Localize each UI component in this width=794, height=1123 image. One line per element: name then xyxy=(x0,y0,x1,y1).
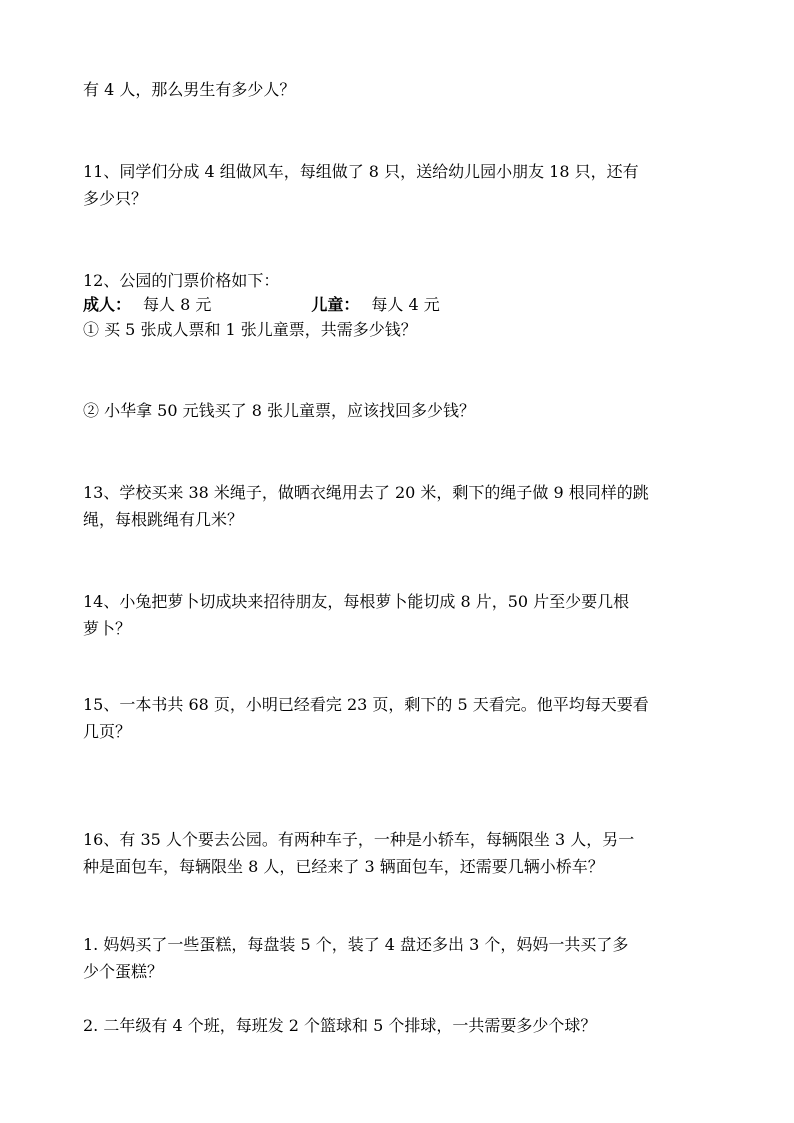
practice-1-line-2: 少个蛋糕？ xyxy=(83,962,164,981)
question-15-line-1: 15、一本书共 68 页，小明已经看完 23 页，剩下的 5 天看完。他平均每天要看 xyxy=(83,695,649,714)
question-10-continuation: 有 4 人，那么男生有多少人？ xyxy=(83,80,296,99)
question-11-line-2: 多少只？ xyxy=(83,189,148,208)
child-price: 每人 4 元 xyxy=(371,295,440,314)
question-12-part-1: ① 买 5 张成人票和 1 张儿童票，共需多少钱？ xyxy=(83,320,417,339)
practice-1-line-1: 1. 妈妈买了一些蛋糕，每盘装 5 个，装了 4 盘还多出 3 个，妈妈一共买了多 xyxy=(83,935,629,954)
question-16-line-2: 种是面包车，每辆限坐 8 人，已经来了 3 辆面包车，还需要几辆小桥车？ xyxy=(83,857,604,876)
practice-2: 2. 二年级有 4 个班，每班发 2 个篮球和 5 个排球，一共需要多少个球？ xyxy=(83,1016,597,1035)
question-16-line-1: 16、有 35 人个要去公园。有两种车子，一种是小轿车，每辆限坐 3 人，另一 xyxy=(83,830,635,849)
question-12-part-2: ② 小华拿 50 元钱买了 8 张儿童票，应该找回多少钱？ xyxy=(83,401,475,420)
adult-label: 成人： xyxy=(83,295,132,314)
question-12-title: 12、公园的门票价格如下： xyxy=(83,271,280,290)
question-13-line-1: 13、学校买来 38 米绳子，做晒衣绳用去了 20 米，剩下的绳子做 9 根同样的跳 xyxy=(83,483,649,502)
question-14-line-1: 14、小兔把萝卜切成块来招待朋友，每根萝卜能切成 8 片，50 片至少要几根 xyxy=(83,592,630,611)
question-12-price-row xyxy=(83,295,440,315)
question-14-line-2: 萝卜？ xyxy=(83,619,132,638)
question-15-line-2: 几页？ xyxy=(83,722,132,741)
child-label: 儿童： xyxy=(311,295,360,314)
question-13-line-2: 绳，每根跳绳有几米？ xyxy=(83,510,244,529)
adult-price: 每人 8 元 xyxy=(143,295,212,314)
question-11-line-1: 11、同学们分成 4 组做风车，每组做了 8 只，送给幼儿园小朋友 18 只，还有 xyxy=(83,162,639,181)
